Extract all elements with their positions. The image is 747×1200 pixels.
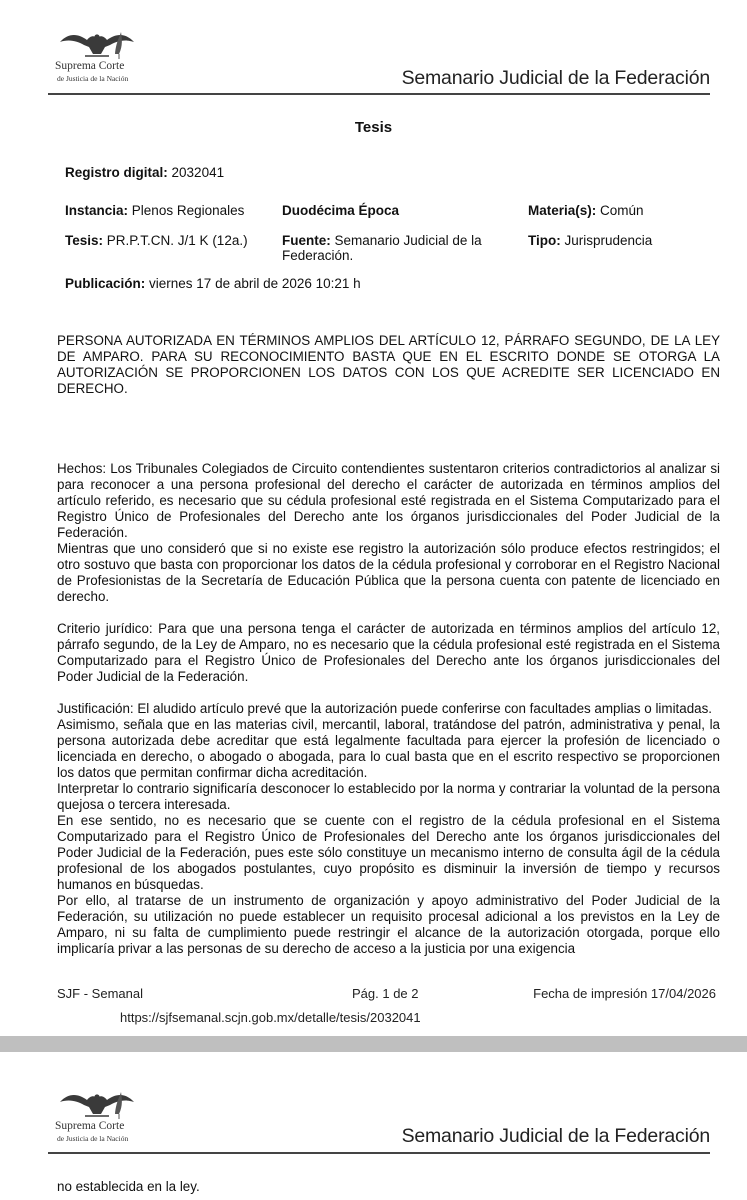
materia-label: Materia(s): [528,203,597,218]
materia [528,203,644,218]
header-title-page-2: Semanario Judicial de la Federación [401,1125,710,1147]
eagle-emblem-icon [55,1090,140,1120]
tesis-body [57,461,720,957]
epoca [282,203,399,218]
epoca-value: Duodécima Época [282,203,400,218]
fuente-value: Semanario Judicial de la Federación. [282,233,482,263]
header-title: Semanario Judicial de la Federación [401,67,710,89]
tipo-value: Jurisprudencia [564,233,653,248]
footer-url[interactable]: https://sjfsemanal.scjn.gob.mx/detalle/tesis/2032041 [120,1010,421,1025]
tesis-rubro: PERSONA AUTORIZADA EN TÉRMINOS AMPLIOS DEL ARTÍCULO 12, PÁRRAFO SEGUNDO, DE LA LEY DE AMPARO. PARA SU RECONOCIMIENTO BASTA QUE EN EL ESCRITO DONDE SE OTORGA LA AUTORIZACIÓN SE PROPORCIONEN LOS DATOS CON LOS QUE ACREDITE SER LICENCIADO EN DERECHO. [57,333,720,396]
publicacion [65,276,361,291]
paragraph-justificacion-2: Asimismo, señala que en las materias civil, mercantil, laboral, tratándose del patrón, administrativa y penal, la persona autorizada debe acreditar que está legalmente facultada para ejercer la profesión de licenciado o licenciada en derecho, o abogado o abogada, para lo cual basta que en el escrito respectivo se proporcionen los datos que permitan confirmar dicha acreditación. [57,717,720,780]
paragraph-hechos: Hechos: Los Tribunales Colegiados de Circuito contendientes sustentaron criterios contradictorios al analizar si para reconocer a una persona profesional del derecho el carácter de autorizada en términos amplios del artículo referido, es necesario que su cédula profesional esté registrada en el Sistema Computarizado para el Registro Único de Profesionales del Derecho ante los órganos jurisdiccionales del Poder Judicial de la Federación. [57,461,720,540]
registro-label: Registro digital: [65,165,168,180]
tesis-label: Tesis: [65,233,104,248]
publicacion-value: viernes 17 de abril de 2026 10:21 h [149,276,361,291]
logo-line-2: de Justicia de la Nación [57,1134,129,1143]
scjn-logo [55,30,140,92]
paragraph-criterio: Criterio jurídico: Para que una persona tenga el carácter de autorizada en términos amplios del artículo 12, párrafo segundo, de la Ley de Amparo, no es necesario que la cédula profesional esté registrada en el Sistema Computarizado para el Registro Único de Profesionales del Derecho ante los órganos jurisdiccionales del Poder Judicial de la Federación. [57,621,720,684]
fuente [282,233,512,263]
paragraph-justificacion-3: Interpretar lo contrario significaría desconocer lo establecido por la norma y contrariar la voluntad de la persona quejosa o tercera interesada. [57,781,720,812]
header-rule-page-2 [48,1152,710,1154]
registro-digital [65,165,224,180]
tesis-value: PR.P.T.CN. J/1 K (12a.) [106,233,248,248]
logo-line-2: de Justicia de la Nación [57,74,129,83]
page-2-continuation-text: no establecida en la ley. [57,1179,200,1194]
document-kind: Tesis [354,119,393,136]
document-page-2 [0,1052,747,1200]
registro-value: 2032041 [171,165,225,180]
footer-source: SJF - Semanal [57,986,143,1001]
header-rule [48,93,710,95]
paragraph-justificacion: Justificación: El aludido artículo prevé que la autorización puede conferirse con facultades amplias o limitadas. [57,701,713,716]
paragraph-justificacion-5: Por ello, al tratarse de un instrumento de organización y apoyo administrativo del Poder Judicial de la Federación, su utilización no puede establecer un requisito procesal adicional a los previstos en la Ley de Amparo, ni su falta de cumplimiento puede restringir el alcance de la autorización otorgada, porque ello implicaría privar a las personas de su derecho de acceso a la justicia por una exigencia [57,893,720,956]
logo-line-1: Suprema Corte [55,1120,125,1132]
logo-line-1: Suprema Corte [55,60,125,72]
tesis-id [65,233,248,248]
scjn-logo-page-2 [55,1090,140,1152]
instancia [65,203,244,218]
tipo-label: Tipo: [528,233,561,248]
materia-value: Común [600,203,644,218]
tipo [528,233,652,248]
footer-page-number: Pág. 1 de 2 [352,986,419,1001]
instancia-value: Plenos Regionales [131,203,245,218]
instancia-label: Instancia: [65,203,129,218]
paragraph-justificacion-4: En ese sentido, no es necesario que se cuente con el registro de la cédula profesional en el Sistema Computarizado para el Registro Único de Profesionales del Derecho ante los órganos jurisdiccionales del Poder Judicial de la Federación, pues este sólo constituye un mecanismo interno de consulta ágil de la cédula profesional de los abogados postulantes, cuyo propósito es disminuir la inversión de tiempo y recursos humanos en búsquedas. [57,813,720,892]
paragraph-hechos-2: Mientras que uno consideró que si no existe ese registro la autorización sólo produce efectos restringidos; el otro sostuvo que basta con proporcionar los datos de la cédula profesional y corroborar en el Registro Nacional de Profesionistas de la Secretaría de Educación Pública que la persona cuenta con patente de licenciado en derecho. [57,541,720,604]
page-separator [0,1036,747,1052]
eagle-emblem-icon [55,30,140,60]
footer-print-date: Fecha de impresión 17/04/2026 [533,986,716,1001]
fuente-label: Fuente: [282,233,331,248]
publicacion-label: Publicación: [65,276,146,291]
